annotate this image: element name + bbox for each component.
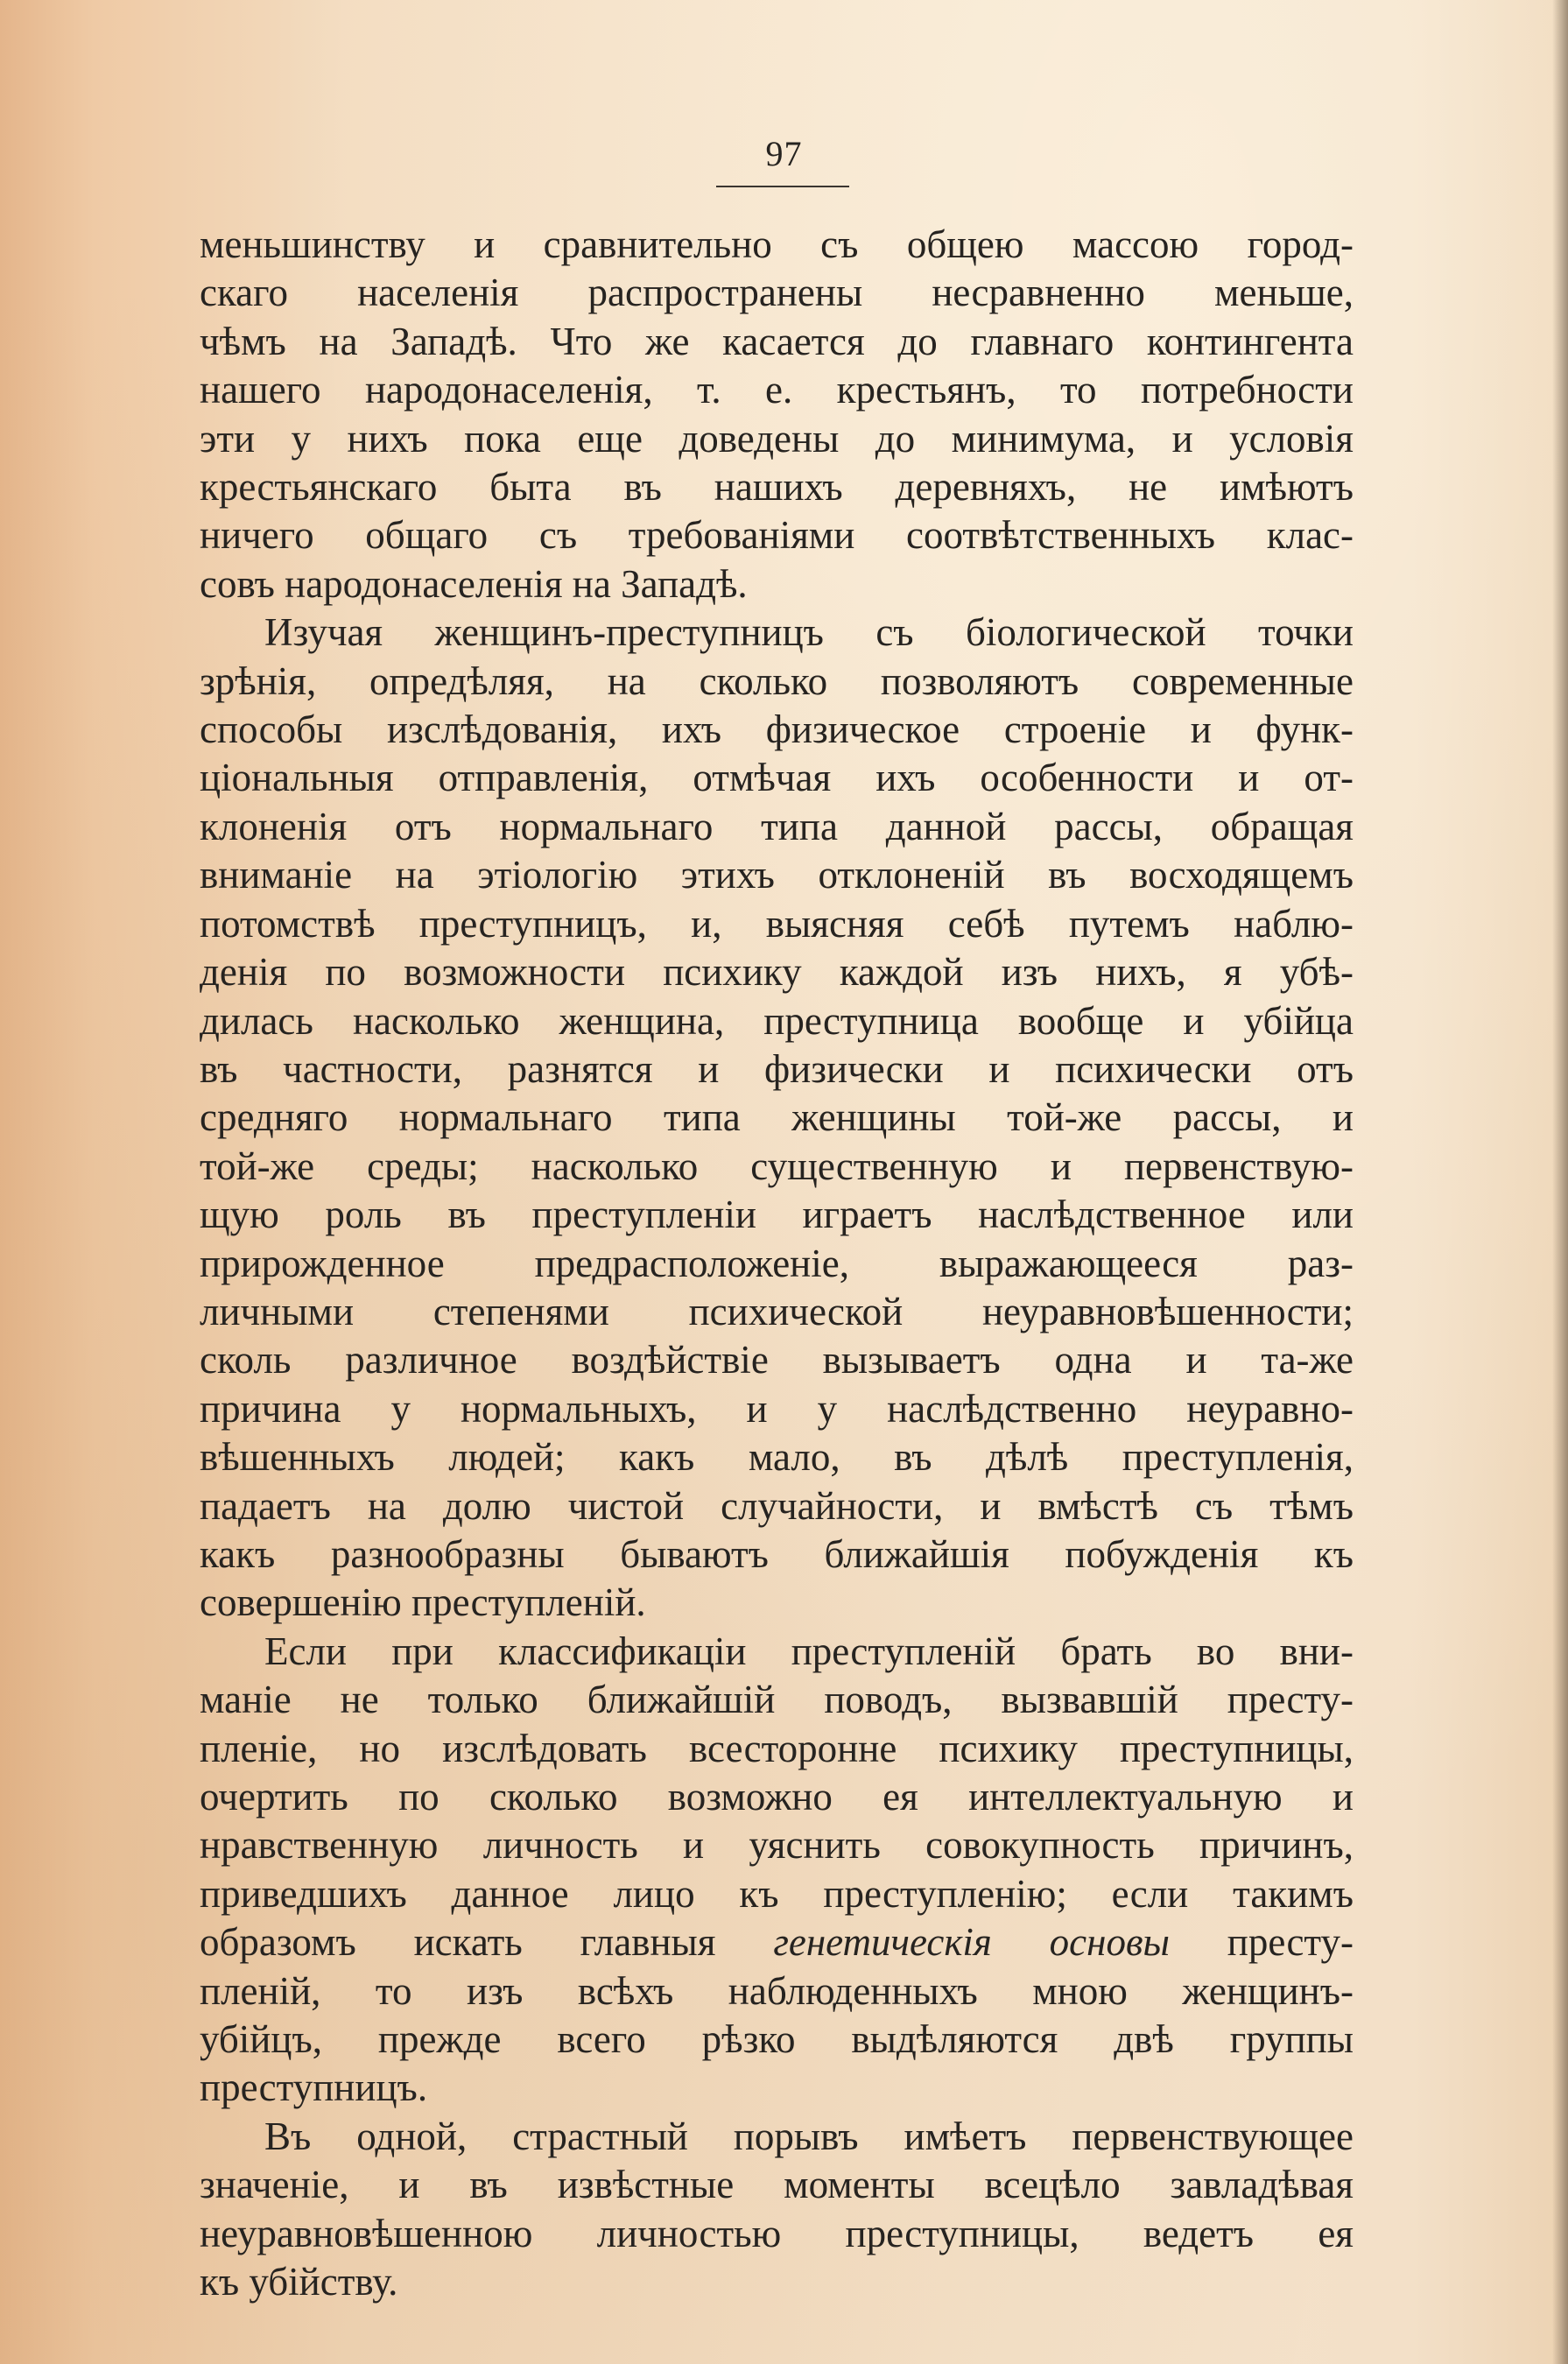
text-line: сколь различное воздѣйствіе вызываетъ одна и та-же: [200, 1338, 1354, 1383]
text-line: пленій, то изъ всѣхъ наблюденныхъ мною женщинъ-: [200, 1968, 1354, 2013]
text-line: очертить по сколько возможно ея интеллектуальную и: [200, 1775, 1354, 1819]
text-line: той-же среды; насколько существенную и первенствую-: [200, 1143, 1354, 1188]
text-line: вѣшенныхъ людей; какъ мало, въ дѣлѣ преступленія,: [200, 1435, 1354, 1480]
text-line: къ убійству.: [200, 2260, 398, 2304]
text-line: нравственную личность и уяснить совокупность причинъ,: [200, 1823, 1354, 1868]
text-line: клоненія отъ нормальнаго типа данной рассы, обращая: [200, 804, 1354, 848]
text-line: неуравновѣшенною личностью преступницы, ведетъ ея: [200, 2211, 1354, 2255]
text-line: [200, 1918, 1354, 1966]
text-line: убійцъ, прежде всего рѣзко выдѣляются двѣ группы: [200, 2017, 1354, 2062]
page-number-rule: [716, 186, 849, 187]
text-line: ничего общаго съ требованіями соотвѣтственныхъ клас-: [200, 513, 1354, 558]
text-line: потомствѣ преступницъ, и, выясняя себѣ путемъ наблю-: [200, 901, 1354, 946]
text-line: личными степенями психической неуравновѣшенности;: [200, 1289, 1354, 1333]
page-edge-shadow: [1552, 0, 1568, 2364]
text-line: преступницъ.: [200, 2065, 428, 2110]
text-line: совершенію преступленій.: [200, 1580, 646, 1625]
text-line: маніе не только ближайшій поводъ, вызвавшій престу-: [200, 1678, 1354, 1722]
text-line: эти у нихъ пока еще доведены до минимума, и условія: [200, 416, 1354, 461]
text-line: нашего народонаселенія, т. е. крестьянъ, то потребности: [200, 368, 1354, 412]
text-line: дилась насколько женщина, преступница вообще и убійца: [200, 998, 1354, 1043]
text-line: вниманіе на этіологію этихъ отклоненій въ восходящемъ: [200, 853, 1354, 897]
text-line: Если при классификаціи преступленій брать во вни-: [264, 1629, 1354, 1673]
text-line-segment: образомъ искать главныя: [200, 1920, 774, 1965]
text-line: меньшинству и сравнительно съ общею массою город-: [200, 222, 1354, 266]
text-line: зрѣнія, опредѣляя, на сколько позволяютъ современные: [200, 658, 1354, 703]
text-line: причина у нормальныхъ, и у наслѣдственно неуравно-: [200, 1386, 1354, 1431]
text-line: Изучая женщинъ-преступницъ съ біологической точки: [264, 610, 1354, 655]
text-line: совъ народонаселенія на Западѣ.: [200, 561, 748, 606]
text-line: чѣмъ на Западѣ. Что же касается до главнаго контингента: [200, 319, 1354, 363]
italic-phrase: генетическія основы: [773, 1920, 1170, 1965]
text-line: падаетъ на долю чистой случайности, и вмѣстѣ съ тѣмъ: [200, 1483, 1354, 1528]
text-line: пленіе, но изслѣдовать всесторонне психику преступницы,: [200, 1726, 1354, 1770]
text-line: ціональныя отправленія, отмѣчая ихъ особенности и от-: [200, 756, 1354, 800]
text-line: средняго нормальнаго типа женщины той-же рассы, и: [200, 1095, 1354, 1140]
text-line: какъ разнообразны бываютъ ближайшія побужденія къ: [200, 1531, 1354, 1576]
text-line-segment: престу-: [1169, 1920, 1354, 1965]
text-line: значеніе, и въ извѣстные моменты всецѣло завладѣвая: [200, 2163, 1354, 2207]
body-text: [200, 221, 1354, 2306]
page-number: 97: [765, 134, 803, 173]
text-line: денія по возможности психику каждой изъ нихъ, я убѣ-: [200, 950, 1354, 995]
text-line: щую роль въ преступленіи играетъ наслѣдственное или: [200, 1193, 1354, 1237]
text-line: скаго населенія распространены несравненно меньше,: [200, 271, 1354, 315]
text-line: крестьянскаго быта въ нашихъ деревняхъ, не имѣютъ: [200, 465, 1354, 510]
text-line: прирожденное предрасположеніе, выражающееся раз-: [200, 1241, 1354, 1285]
text-line: Въ одной, страстный порывъ имѣетъ первенствующее: [264, 2114, 1354, 2158]
text-line: въ частности, разнятся и физически и психически отъ: [200, 1046, 1354, 1091]
text-line: приведшихъ данное лицо къ преступленію; если такимъ: [200, 1871, 1354, 1916]
text-line: способы изслѣдованія, ихъ физическое строеніе и функ-: [200, 707, 1354, 752]
